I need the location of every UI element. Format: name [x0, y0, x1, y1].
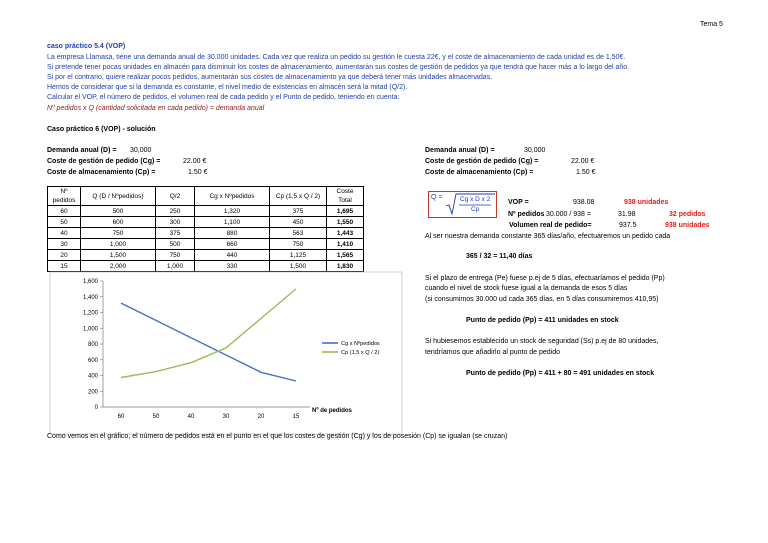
x-tick-label: 40	[187, 414, 195, 420]
y-tick-label: 1,200	[82, 310, 98, 317]
y-tick-label: 1,400	[82, 294, 98, 301]
table-cell: 60	[48, 206, 81, 217]
series-line	[121, 289, 296, 378]
x-tick-label: 50	[152, 414, 160, 420]
x-tick-label: 20	[257, 414, 265, 420]
table-cell: 750	[81, 228, 156, 239]
table-cell: 1,100	[195, 217, 270, 228]
safety-line: tendríamos que añadirlo al punto de pedido	[425, 349, 561, 356]
lead-line: Si el plazo de entrega (Pe) fuese p.ej de 5 días, efectuaríamos el pedido (Pp)	[425, 275, 665, 282]
param-value: 30,000	[524, 147, 546, 154]
formula-denominator: Cp	[471, 206, 480, 213]
volumen-label: Volumen real de pedido=	[509, 222, 592, 229]
table-cell-total: 1,550	[327, 217, 364, 228]
npedidos-value: 31.98	[618, 211, 636, 218]
table-header: Cp (1,5 x Q / 2)	[270, 187, 327, 206]
volumen-units: 938 unidades	[665, 222, 710, 229]
x-tick-label: 15	[292, 414, 300, 420]
param-value: 1.50 €	[188, 169, 208, 176]
table-row	[48, 206, 364, 217]
table-cell: 1,320	[195, 206, 270, 217]
table-cell: 375	[156, 228, 195, 239]
y-tick-label: 200	[87, 389, 98, 396]
table-row	[48, 217, 364, 228]
solution-title: Caso práctico 6 (VOP) - solución	[47, 126, 156, 133]
param-label: Coste de gestión de pedido (Cg) =	[425, 158, 539, 165]
param-value: 22.00 €	[571, 158, 595, 165]
x-tick-label: 60	[117, 414, 125, 420]
lead-line: cuando el nivel de stock fuese igual a la demanda de esos 5 días	[425, 285, 628, 292]
vop-label: VOP =	[508, 199, 529, 206]
intro-line: Calcular el VOP, el número de pedidos, el volumen real de cada pedido y el Punto de pedido, teniendo en cuenta:	[47, 94, 400, 101]
page-label: Tema 5	[700, 21, 723, 28]
npedidos-units: 32 pedidos	[669, 211, 706, 218]
vop-value: 938.08	[573, 199, 595, 206]
table-row	[48, 250, 364, 261]
x-axis-label: Nº de pedidos	[312, 408, 352, 414]
table-cell-total: 1,565	[327, 250, 364, 261]
table-cell: 1,000	[156, 261, 195, 272]
intro-line: Si pretende tener pocas unidades en almacén para disminuir los costes de almacenamiento, aumentarán sus costes de gestión de pedidos ya que tendrá que hacer más a lo largo del año.	[47, 64, 630, 71]
table-cell: 1,500	[270, 261, 327, 272]
table-header: Cg x Nºpedidos	[195, 187, 270, 206]
legend-label: Cg x Nºpedidos	[341, 341, 380, 347]
legend-label: Cp (1,5 x Q / 2)	[341, 350, 380, 356]
param-label: Demanda anual (D) =	[425, 147, 495, 154]
y-tick-label: 0	[94, 405, 98, 411]
table-cell: 1,000	[81, 239, 156, 250]
table-cell: 330	[195, 261, 270, 272]
series-line	[121, 303, 296, 381]
table-header: Q/2	[156, 187, 195, 206]
table-cell: 2,000	[81, 261, 156, 272]
npedidos-calc: 30.000 / 938 =	[546, 211, 591, 218]
table-cell: 1,500	[81, 250, 156, 261]
y-tick-label: 800	[87, 342, 98, 348]
table-cell-total: 1,830	[327, 261, 364, 272]
table-cell: 15	[48, 261, 81, 272]
y-tick-label: 1,600	[82, 279, 98, 285]
formula-numerator: Cg x D x 2	[460, 196, 491, 203]
table-cell-total: 1,695	[327, 206, 364, 217]
table-cell: 1,125	[270, 250, 327, 261]
vop-units: 938 unidades	[624, 199, 669, 206]
npedidos-label: Nº pedidos	[508, 211, 545, 218]
case-title: caso práctico 5.4 (VOP)	[47, 43, 126, 50]
intro-line: La empresa Llamasa, tiene una demanda anual de 30.000 unidades. Cada vez que realiza un pedido su gestión le cuesta 22€, y el coste de almacenamiento de cada unidad es de 1,50€.	[47, 54, 626, 61]
vop-formula-box	[428, 191, 497, 218]
param-label: Demanda anual (D) =	[47, 147, 117, 154]
y-tick-label: 600	[87, 357, 98, 364]
param-label: Coste de almacenamiento (Cp) =	[47, 169, 156, 176]
table-cell: 880	[195, 228, 270, 239]
table-row	[48, 228, 364, 239]
table-cell: 40	[48, 228, 81, 239]
demand-line: Al ser nuestra demanda constante 365 días/año, efectuaremos un pedido cada	[425, 233, 671, 240]
intro-line: Si por el contrario, quiere realizar pocos pedidos, aumentarán sus costes de almacenamiento ya que deberá tener más unidades almacenadas.	[47, 74, 493, 81]
table-cell: 375	[270, 206, 327, 217]
param-value: 1.50 €	[576, 169, 596, 176]
intro-line: Hemos de considerar que si la demanda es constante, el nivel medio de existencias en almacén será la mitad (Q/2).	[47, 84, 408, 91]
table-header: Nº pedidos	[48, 187, 81, 206]
table-cell: 750	[270, 239, 327, 250]
table-cell-total: 1,410	[327, 239, 364, 250]
order-cost-table	[47, 186, 364, 272]
table-cell: 300	[156, 217, 195, 228]
table-cell: 660	[195, 239, 270, 250]
table-cell: 20	[48, 250, 81, 261]
table-cell: 500	[156, 239, 195, 250]
formula-q: Q =	[431, 194, 443, 201]
x-tick-label: 30	[222, 414, 230, 420]
table-cell: 563	[270, 228, 327, 239]
table-header: Q (D / Nºpedidos)	[81, 187, 156, 206]
param-value: 30,000	[130, 147, 152, 154]
table-cell: 450	[270, 217, 327, 228]
reorder-point-ss: Punto de pedido (Pp) = 411 + 80 = 491 unidades en stock	[466, 370, 655, 377]
y-tick-label: 1,000	[82, 326, 98, 333]
reorder-point: Punto de pedido (Pp) = 411 unidades en stock	[466, 317, 619, 324]
safety-line: Si hubiesemos establecido un stock de seguridad (Ss) p.ej de 80 unidades,	[425, 338, 659, 345]
param-label: Coste de gestión de pedido (Cg) =	[47, 158, 161, 165]
table-row	[48, 239, 364, 250]
table-header-row	[48, 187, 364, 206]
volumen-value: 937.5	[619, 222, 637, 229]
table-cell: 250	[156, 206, 195, 217]
table-header: Coste Total	[327, 187, 364, 206]
table-cell: 750	[156, 250, 195, 261]
cost-chart	[0, 270, 410, 440]
table-cell: 600	[81, 217, 156, 228]
y-tick-label: 400	[87, 373, 98, 380]
days-calc: 365 / 32 = 11,40 días	[466, 253, 533, 260]
footer-text: Como vemos en el gráfico, el número de pedidos está en el punto en el que los costes de gestión (Cg) y los de posesión (Cp) se igualan (se cruzan)	[47, 433, 508, 440]
lead-line: (si consumimos 30.000 ud cada 365 días, en 5 días consumiremos 410,95)	[425, 296, 659, 303]
table-cell: 30	[48, 239, 81, 250]
table-cell-total: 1,443	[327, 228, 364, 239]
table-cell: 50	[48, 217, 81, 228]
table-cell: 500	[81, 206, 156, 217]
param-value: 22.00 €	[183, 158, 207, 165]
table-cell: 440	[195, 250, 270, 261]
param-label: Coste de almacenamiento (Cp) =	[425, 169, 534, 176]
intro-note: Nº pedidos x Q (cantidad solicitada en cada pedido) = demanda anual	[47, 105, 265, 112]
